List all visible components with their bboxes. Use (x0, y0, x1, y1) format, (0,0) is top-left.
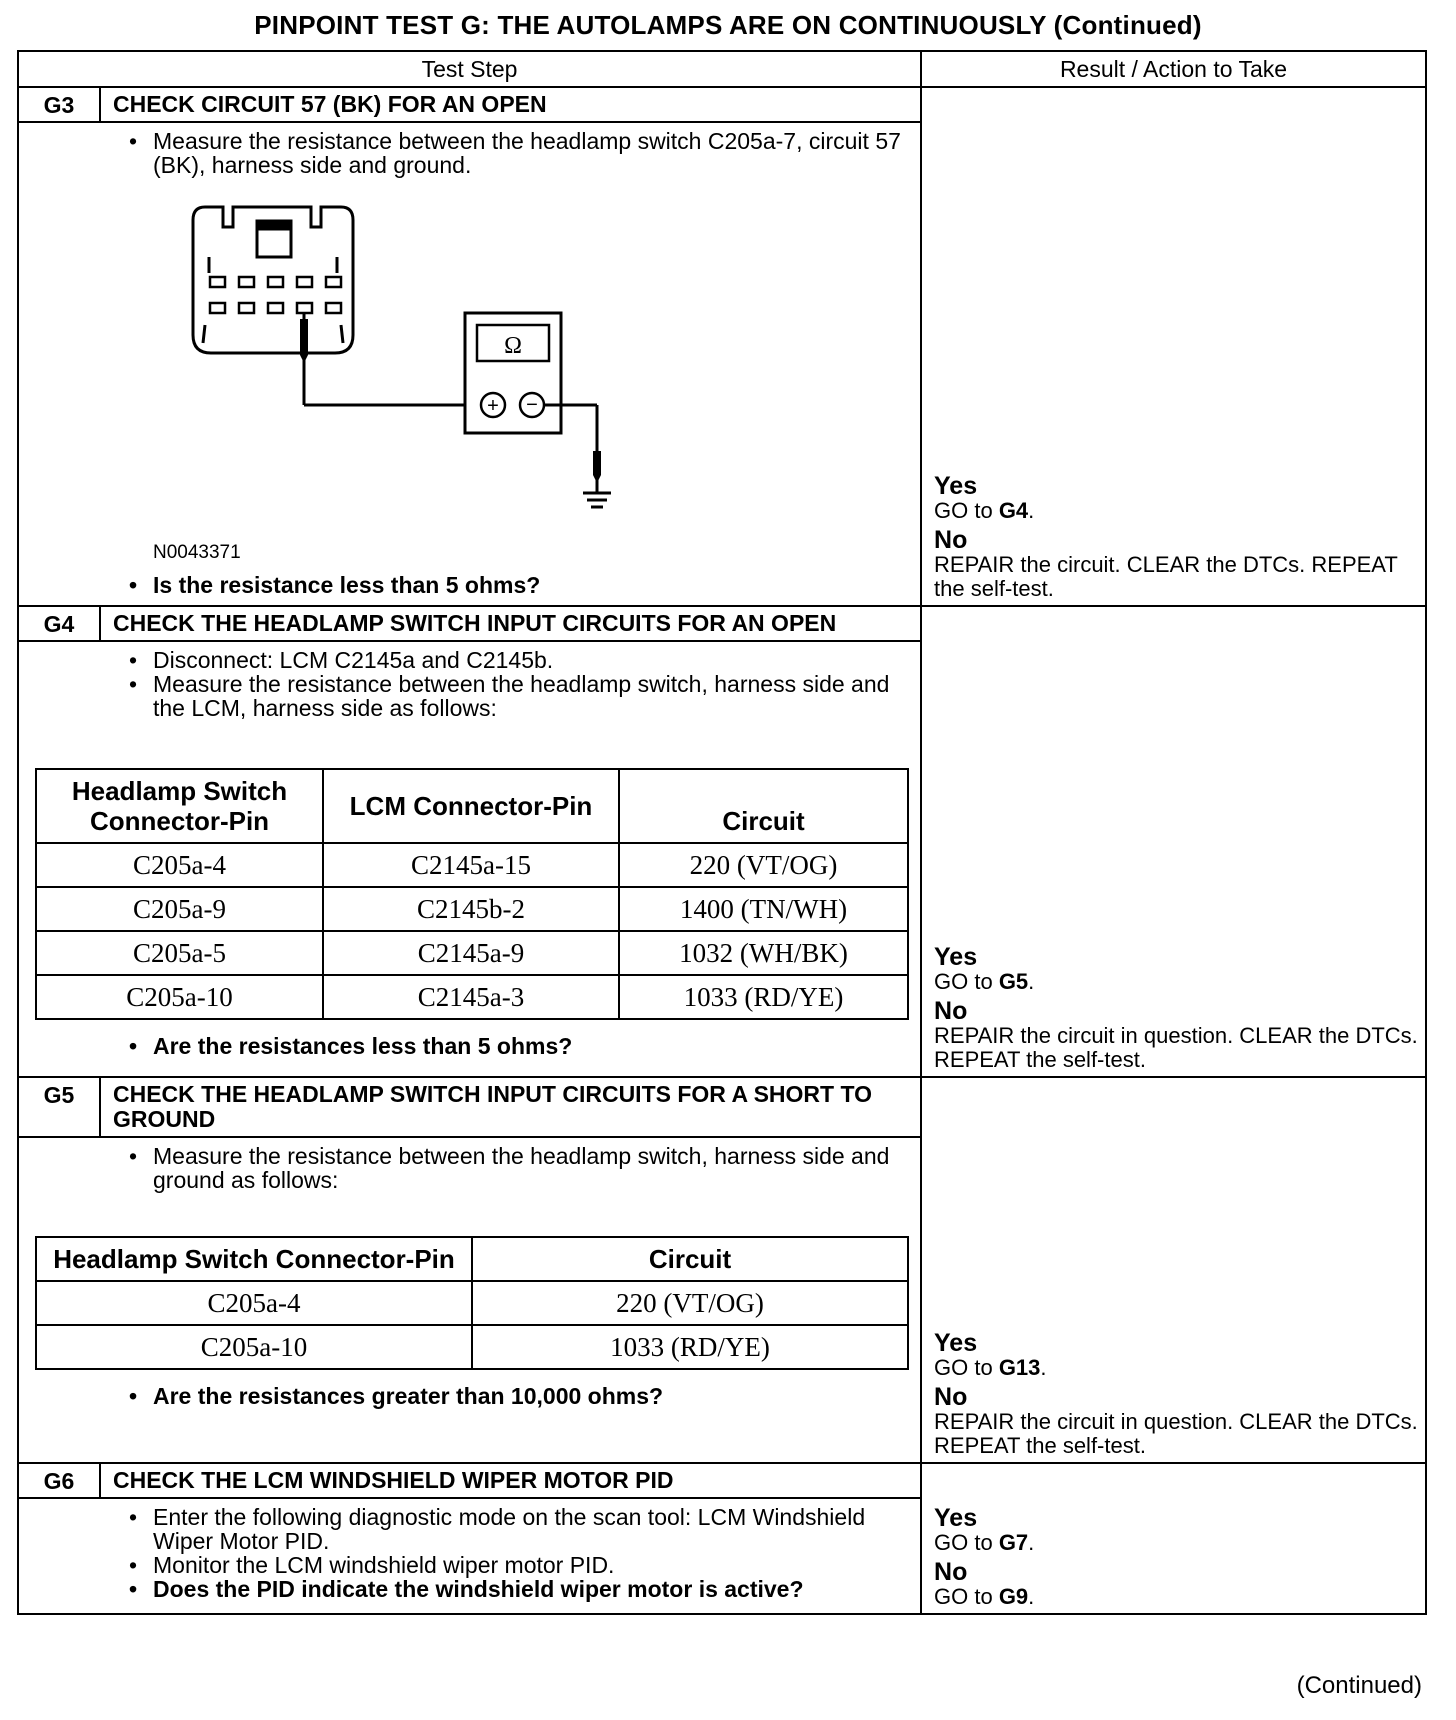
no-action: REPAIR the circuit. CLEAR the DTCs. REPEAT the self-test. (934, 552, 1398, 601)
bullet-item: • Measure the resistance between the headlamp switch C205a-7, circuit 57 (BK), harness side and ground. (129, 128, 901, 178)
step-id: G5 (18, 1077, 100, 1137)
continued-label: (Continued) (1296, 1672, 1422, 1699)
no-action: GO to G9. (934, 1584, 1035, 1609)
yes-label: Yes (934, 1329, 978, 1357)
column-header: Circuit (472, 1237, 908, 1281)
question: • Does the PID indicate the windshield wiper motor is active? (129, 1576, 804, 1602)
bullet-item: • Monitor the LCM windshield wiper motor PID. (129, 1552, 615, 1578)
table-row: C205a-5 C2145a-9 1032 (WH/BK) (36, 931, 908, 975)
goto-target: G5 (998, 969, 1029, 994)
connector-diagram (163, 195, 643, 535)
result-header: Result / Action to Take (921, 51, 1426, 87)
probe-lead (304, 313, 484, 405)
yes-label: Yes (934, 943, 978, 971)
probe-tip (300, 319, 308, 363)
step-id: G6 (18, 1463, 100, 1498)
no-label: No (934, 1383, 968, 1411)
step-g5-result (921, 1077, 1426, 1463)
no-action: REPAIR the circuit in question. CLEAR the DTCs. REPEAT the self-test. (934, 1023, 1418, 1072)
bullet-item: • Measure the resistance between the headlamp switch, harness side and the LCM, harness side as follows: (129, 671, 890, 721)
step-title: CHECK THE HEADLAMP SWITCH INPUT CIRCUITS FOR AN OPEN (100, 606, 921, 641)
yes-label: Yes (934, 472, 978, 500)
no-action: REPAIR the circuit in question. CLEAR the DTCs. REPEAT the self-test. (934, 1409, 1418, 1458)
no-label: No (934, 997, 968, 1025)
question: • Are the resistances less than 5 ohms? (129, 1033, 573, 1059)
figure-id: N0043371 (153, 542, 241, 563)
page-title: PINPOINT TEST G: THE AUTOLAMPS ARE ON CONTINUOUSLY (Continued) (254, 10, 1202, 40)
step-id: G3 (18, 87, 100, 122)
step-g5-body (18, 1137, 921, 1463)
column-header: Headlamp Switch Connector-Pin (36, 1237, 472, 1281)
step-g3-body (18, 122, 921, 606)
bullet-item: • Enter the following diagnostic mode on the scan tool: LCM Windshield Wiper Motor PID. (129, 1504, 866, 1554)
multimeter (465, 313, 561, 433)
step-g5-title-row (18, 1077, 1426, 1137)
step-g4-result (921, 606, 1426, 1077)
no-label: No (934, 1558, 968, 1586)
pinpoint-test-table (17, 50, 1427, 1615)
ohm-symbol: Ω (504, 333, 522, 359)
goto-target: G13 (998, 1355, 1041, 1380)
g4-resistance-table (35, 768, 909, 1020)
connector-pins (210, 277, 341, 313)
yes-action: GO to G5. (934, 969, 1035, 994)
plus-terminal: + (487, 395, 499, 417)
yes-action: GO to G13. (934, 1355, 1047, 1380)
step-id: G4 (18, 606, 100, 641)
goto-target: G9 (998, 1584, 1029, 1609)
table-row: C205a-9 C2145b-2 1400 (TN/WH) (36, 887, 908, 931)
step-g4-body (18, 641, 921, 1077)
column-header: LCM Connector-Pin (323, 769, 619, 843)
step-title: CHECK THE LCM WINDSHIELD WIPER MOTOR PID (100, 1463, 921, 1498)
table-row: C205a-10 1033 (RD/YE) (36, 1325, 908, 1369)
step-g6-result (921, 1463, 1426, 1614)
step-title: CHECK CIRCUIT 57 (BK) FOR AN OPEN (100, 87, 921, 122)
bullet-item: • Disconnect: LCM C2145a and C2145b. (129, 647, 554, 673)
no-label: No (934, 526, 968, 554)
column-header: Headlamp Switch Connector-Pin (36, 769, 323, 843)
minus-terminal: − (526, 394, 538, 416)
table-row: C205a-10 C2145a-3 1033 (RD/YE) (36, 975, 908, 1019)
yes-action: GO to G7. (934, 1530, 1035, 1555)
bullet-item: • Measure the resistance between the headlamp switch, harness side and ground as follows: (129, 1143, 890, 1193)
step-title: CHECK THE HEADLAMP SWITCH INPUT CIRCUITS FOR A SHORT TO GROUND (100, 1077, 921, 1137)
step-g3-title-row (18, 87, 1426, 122)
question: • Is the resistance less than 5 ohms? (129, 572, 541, 598)
goto-target: G4 (998, 498, 1029, 523)
table-row: C205a-4 220 (VT/OG) (36, 1281, 908, 1325)
step-g4-title-row (18, 606, 1426, 641)
test-step-header: Test Step (18, 51, 921, 87)
step-g6-title-row (18, 1463, 1426, 1498)
g5-resistance-table (35, 1236, 909, 1370)
table-row: C205a-4 C2145a-15 220 (VT/OG) (36, 843, 908, 887)
step-g6-body (18, 1498, 921, 1614)
goto-target: G7 (998, 1530, 1029, 1555)
ground-probe (593, 451, 601, 483)
question: • Are the resistances greater than 10,000 ohms? (129, 1383, 664, 1409)
step-g3-result (921, 87, 1426, 606)
column-header: Circuit (619, 769, 908, 843)
yes-label: Yes (934, 1504, 978, 1532)
yes-action: GO to G4. (934, 498, 1035, 523)
table-header-row (18, 51, 1426, 87)
